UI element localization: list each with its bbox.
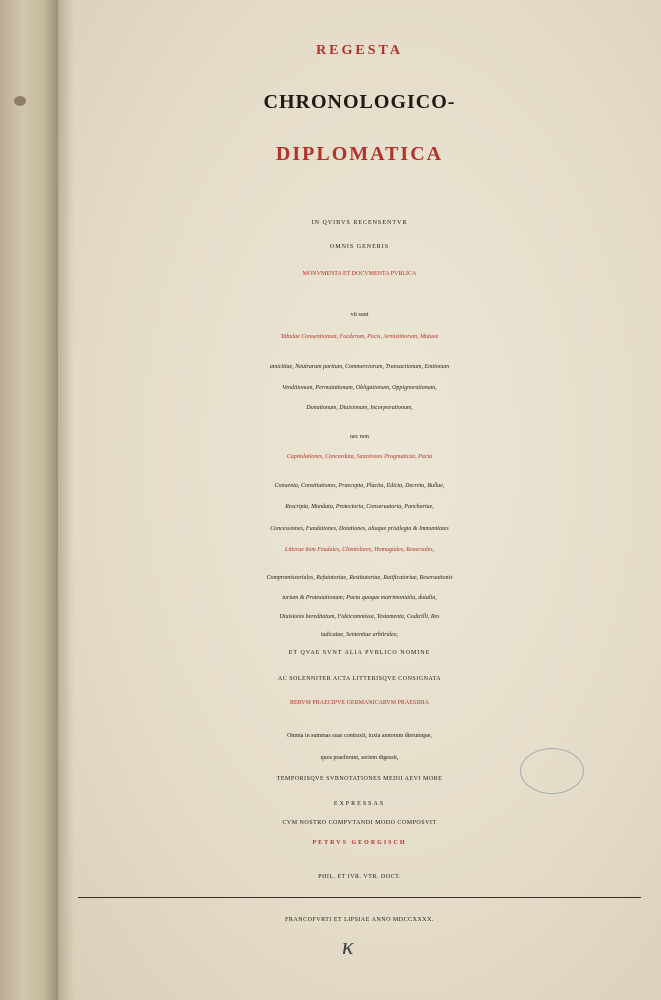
library-stamp — [520, 748, 584, 794]
block1-intro: vti sunt — [350, 312, 369, 318]
block3-line-2: Compromissoriales, Refutatoriae, Restitutoriae, Ratificatoriae, Reseruationis — [266, 575, 453, 581]
title-line-3: DIPLOMATICA — [275, 143, 444, 165]
block2-line-4: Concessiones, Fundationes, Dotationes, aliaque priuilegia & Immunitates — [270, 526, 449, 532]
author-name: PETRVS GEORGISCH — [312, 840, 407, 846]
block1-line-3: Venditionum, Permutationum, Obligationum, Oppignorationum, — [282, 385, 437, 391]
subtitle-line-2: OMNIS GENERIS — [329, 244, 390, 250]
closing-line-6: TEMPORISQVE SVBNOTATIONES MEDII AEVI MORE — [276, 776, 443, 782]
imprint: FRANCOFVRTI ET LIPSIAE ANNO MDCCXXXX. — [285, 917, 434, 923]
block3-line-1: Litterae item Feudales, Clientelares, Homagiales, Reuersales, — [284, 547, 435, 553]
block2-line-2: Conuenta, Constitutiones, Praecepta, Placita, Edicta, Decreta, Bullae, — [274, 483, 445, 489]
closing-line-8: CVM NOSTRO COMPVTANDI MODO COMPOSVIT — [282, 820, 437, 826]
subtitle-line-1: IN QVIBVS RECENSENTVR — [311, 220, 408, 226]
block3-line-5: iudicatae, Sententiae arbitrales; — [320, 632, 399, 638]
subtitle-line-3: MONVMENTA ET DOCVMENTA PVBLICA — [302, 271, 417, 277]
handwritten-mark: κ — [342, 934, 354, 960]
block2-line-1: Capitulationes, Concordata, Sanctiones Pragmaticae, Pacta — [286, 454, 433, 460]
spine-mark — [14, 96, 26, 106]
title-line-2: CHRONOLOGICO- — [263, 91, 456, 113]
block3-line-4: Diuisionis hereditatum, Fideicommissa, Testamenta, Codicilli, Res — [279, 614, 440, 620]
closing-line-5: quos praeferunt, seriem digessit, — [320, 755, 399, 761]
title-line-1: REGESTA — [316, 43, 403, 58]
closing-line-2: AC SOLENNITER ACTA LITTERISQVE CONSIGNATA — [277, 676, 442, 682]
imprint-rule-top — [78, 897, 641, 898]
title-page — [58, 0, 661, 1000]
book-spine — [0, 0, 58, 1000]
closing-line-3: RERVM PRAECIPVE GERMANICARVM PRAESIDIA — [290, 700, 429, 706]
closing-line-7: EXPRESSAS — [333, 801, 386, 807]
block1-line-1: Tabulae Conuentionum, Foederum, Pacis, Armistitiorum, Mutuae — [280, 334, 439, 340]
block2-intro: nec non — [350, 434, 369, 440]
block3-line-3: iurium & Protestationum; Pacta quoque matrimonialia, dotalia, — [282, 595, 437, 601]
author-degree: PHIL. ET IVR. VTR. DOCT. — [318, 874, 401, 880]
closing-line-4: Omnia in summas suas contraxit, iuxta annorum dierumque, — [287, 733, 432, 739]
block1-line-4: Donationum, Diuisionum, Incorporationum, — [306, 405, 413, 411]
block1-line-2: amicitiae, Neutrarum partium, Commerciorum, Transactionum, Emtionum — [269, 364, 450, 370]
block2-line-3: Rescripta, Mandata, Protectoria, Conseruatoria, Panchartae, — [285, 504, 434, 510]
closing-line-1: ET QVAE SVNT ALIA PVBLICO NOMINE — [288, 650, 431, 656]
